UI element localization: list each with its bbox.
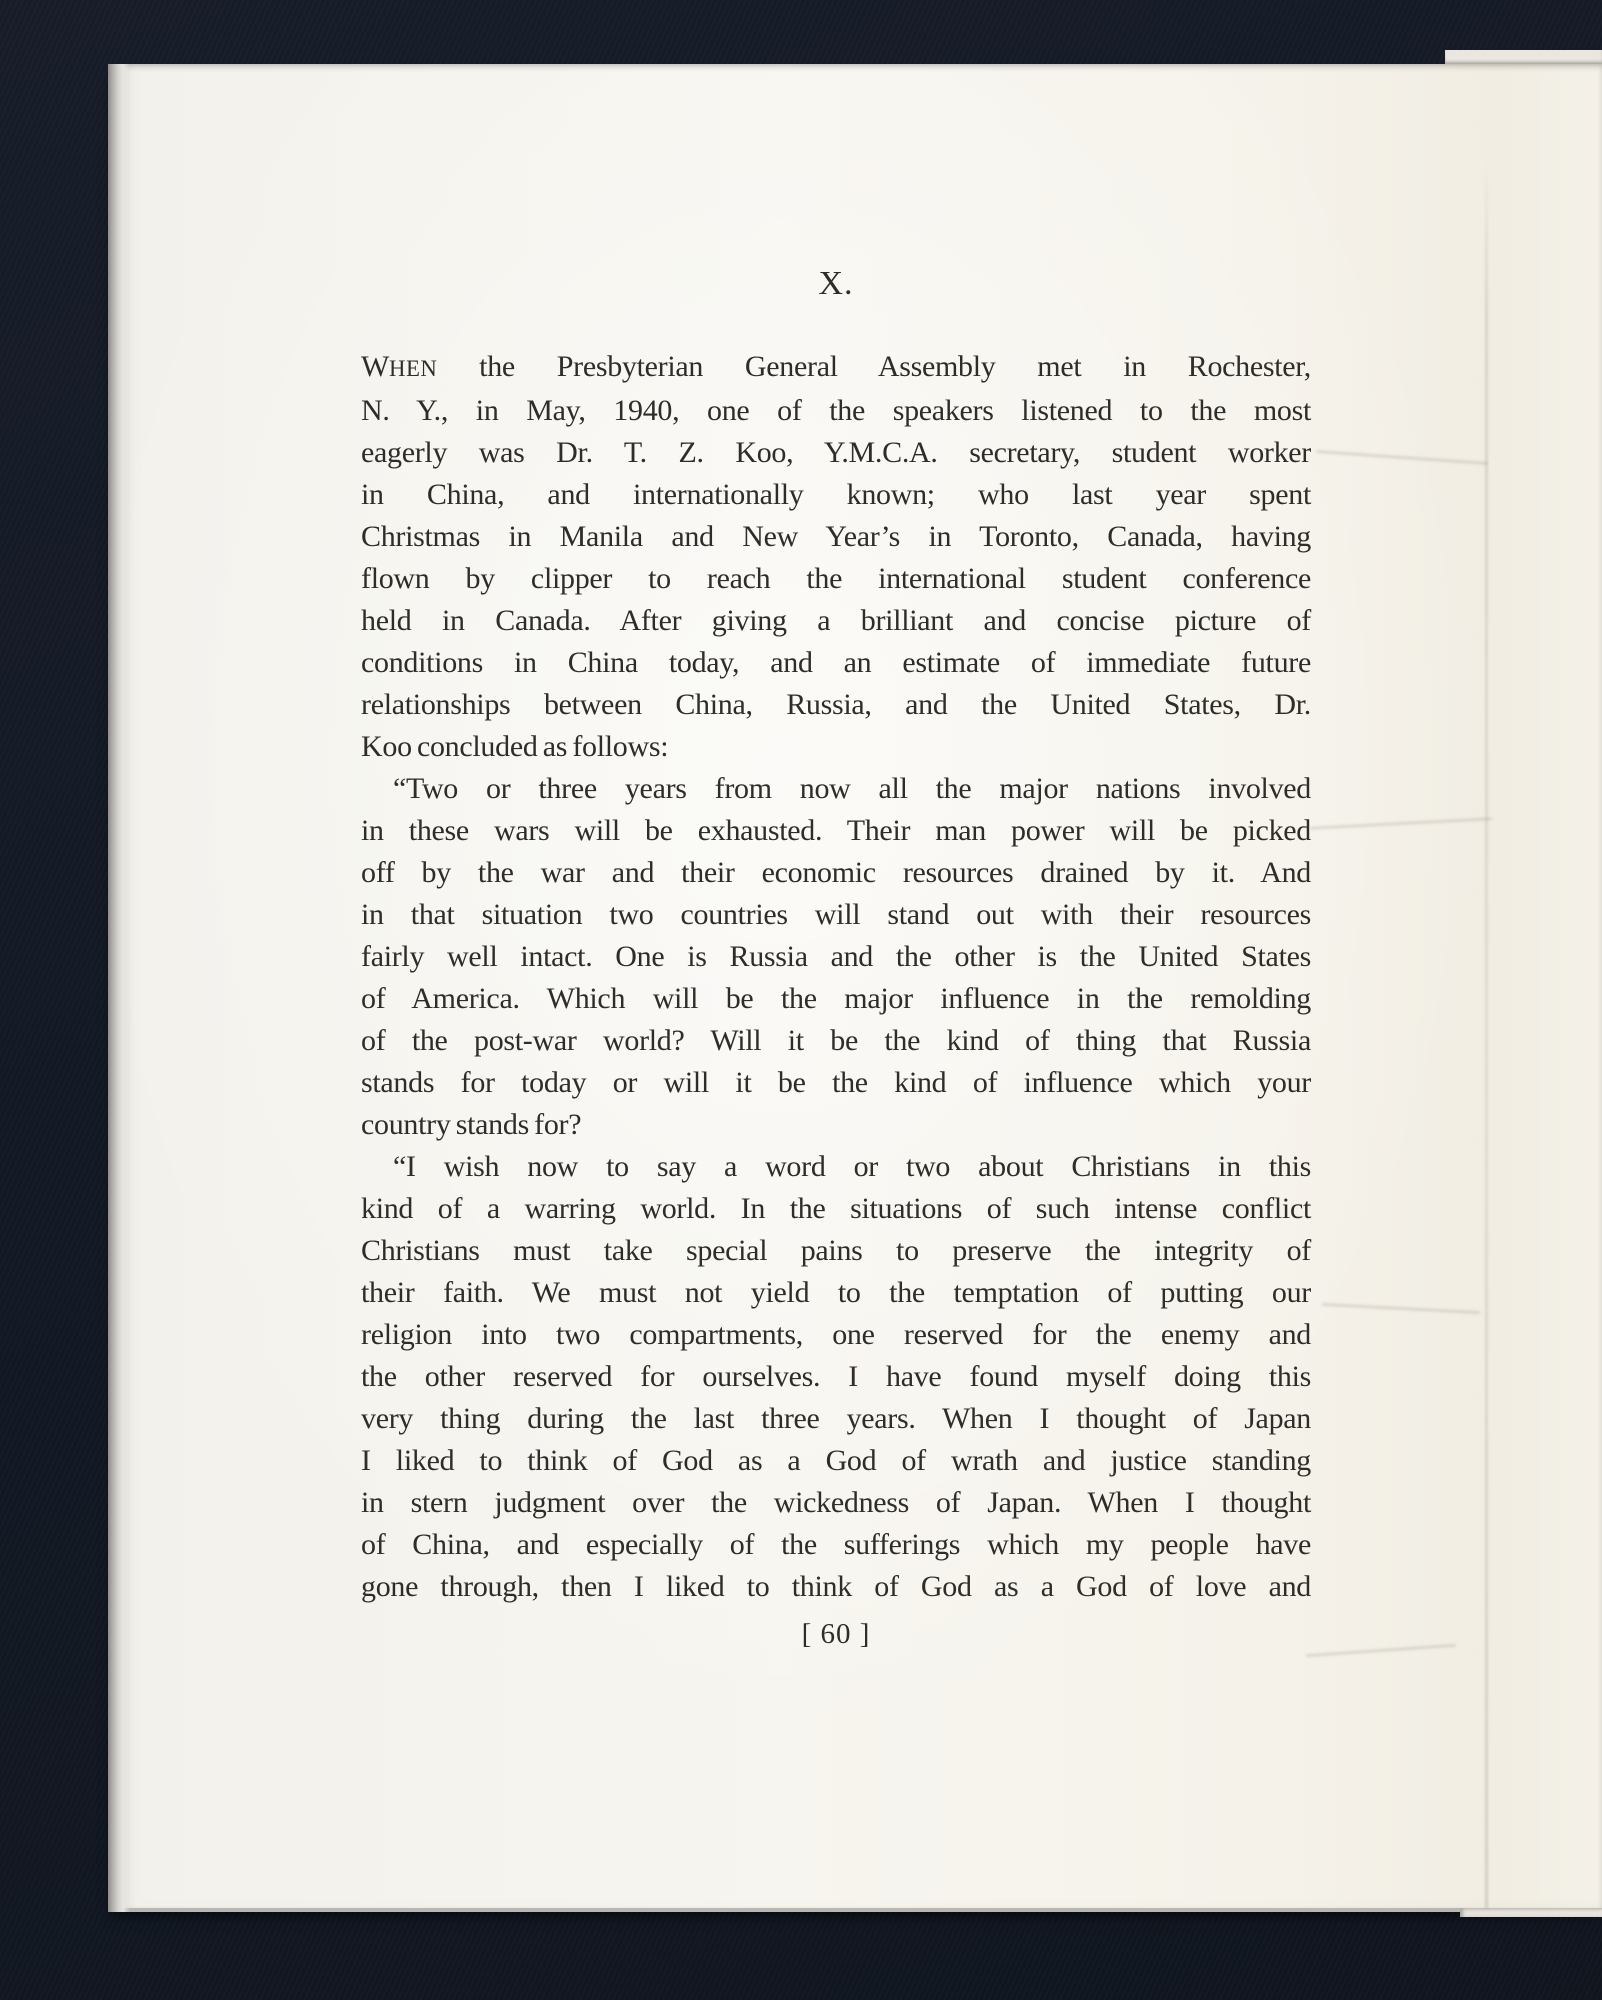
text-line: of the post-war world? Will it be the kind of thing that Russia (361, 1024, 1311, 1057)
paper-crease (1310, 817, 1492, 830)
text-line: of America. Which will be the major influence in the remolding (361, 982, 1311, 1015)
body-text (361, 346, 1311, 1608)
text-line: eagerly was Dr. T. Z. Koo, Y.M.C.A. secretary, student worker (361, 436, 1311, 469)
text-line: Koo concluded as follows: (361, 730, 669, 763)
chapter-heading: X. (818, 265, 854, 302)
book-page (108, 64, 1602, 1912)
text-fragment: the Presbyterian General Assembly met in Rochester, (437, 350, 1311, 383)
page-fold-crease (1485, 160, 1488, 1908)
text-line: stands for today or will it be the kind of influence which your (361, 1066, 1311, 1099)
text-line: relationships between China, Russia, and the United States, Dr. (361, 688, 1311, 721)
page-edge-stack (108, 64, 130, 1912)
text-line: I liked to think of God as a God of wrath and justice standing (361, 1444, 1311, 1477)
text-line: held in Canada. After giving a brilliant and concise picture of (361, 604, 1311, 637)
text-line: gone through, then I liked to think of God as a God of love and (361, 1570, 1311, 1603)
small-caps-text: HEN (389, 356, 438, 381)
text-line: off by the war and their economic resources drained by it. And (361, 856, 1311, 889)
text-line: in that situation two countries will stand out with their resources (361, 898, 1311, 931)
text-line: the other reserved for ourselves. I have found myself doing this (361, 1360, 1311, 1393)
text-line: in China, and internationally known; who last year spent (361, 478, 1311, 511)
underlying-page-edge-bottom (1460, 1908, 1602, 1917)
text-line: “Two or three years from now all the major nations involved (393, 772, 1311, 805)
text-line: flown by clipper to reach the international student conference (361, 562, 1311, 595)
paper-crease (1316, 450, 1488, 465)
text-line (361, 346, 1311, 390)
text-line: in stern judgment over the wickedness of Japan. When I thought (361, 1486, 1311, 1519)
underlying-page-edge-top (1445, 50, 1602, 64)
text-line: Christmas in Manila and New Year’s in Toronto, Canada, having (361, 520, 1311, 553)
text-column (361, 264, 1311, 1652)
text-line: “I wish now to say a word or two about Christians in this (393, 1150, 1311, 1183)
text-line: very thing during the last three years. When I thought of Japan (361, 1402, 1311, 1435)
text-line: Christians must take special pains to preserve the integrity of (361, 1234, 1311, 1267)
text-line: kind of a warring world. In the situations of such intense conflict (361, 1192, 1311, 1225)
text-line: N. Y., in May, 1940, one of the speakers listened to the most (361, 394, 1311, 427)
text-line: fairly well intact. One is Russia and the other is the United States (361, 940, 1311, 973)
paper-crease (1306, 1644, 1456, 1657)
text-line: religion into two compartments, one reserved for the enemy and (361, 1318, 1311, 1351)
text-line: conditions in China today, and an estimate of immediate future (361, 646, 1311, 679)
text-line: in these wars will be exhausted. Their man power will be picked (361, 814, 1311, 847)
text-line: of China, and especially of the sufferings which my people have (361, 1528, 1311, 1561)
text-line: their faith. We must not yield to the temptation of putting our (361, 1276, 1311, 1309)
paper-crease (1322, 1303, 1480, 1314)
text-fragment: W (361, 350, 390, 383)
text-line: country stands for? (361, 1108, 582, 1141)
page-number: [ 60 ] (801, 1618, 871, 1650)
